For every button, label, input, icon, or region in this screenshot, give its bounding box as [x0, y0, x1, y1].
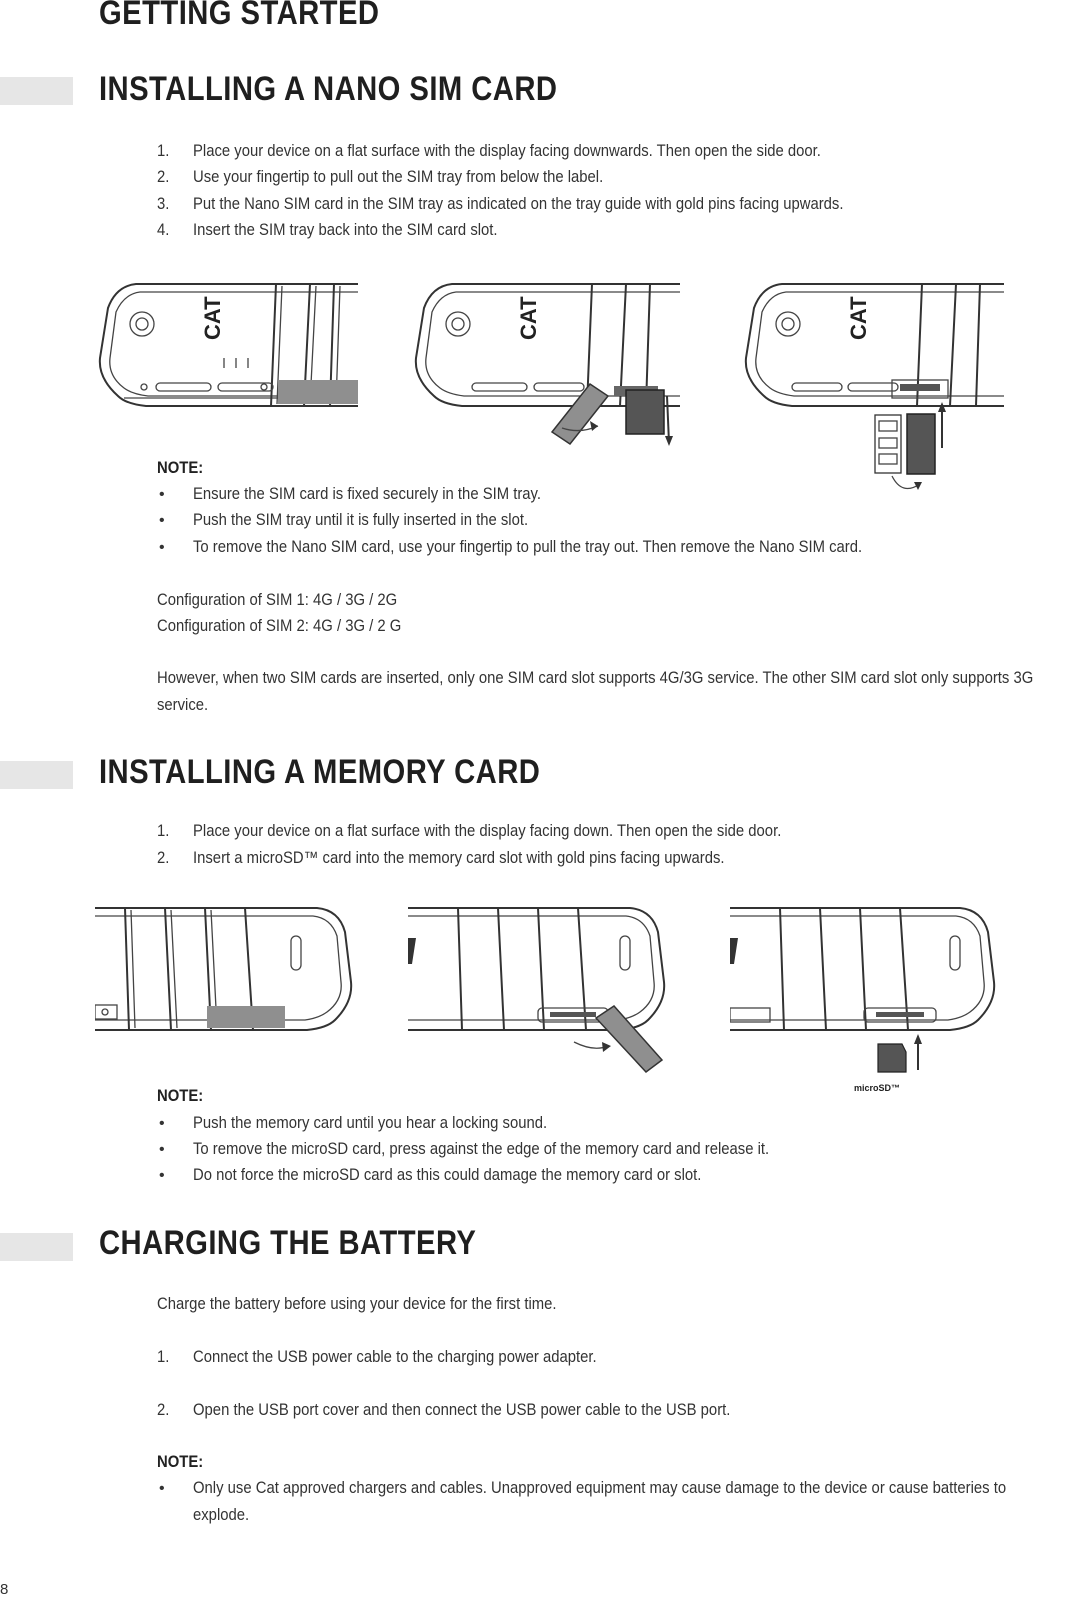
section-marker — [0, 761, 73, 789]
step-text: Put the Nano SIM card in the SIM tray as indicated on the tray guide with gold pins facing upwards. — [193, 195, 844, 213]
sim-illustration-step-3 — [742, 278, 1004, 500]
section-marker — [0, 77, 73, 105]
microsd-card-label: microSD™ — [854, 1083, 901, 1093]
step-text: Connect the USB power cable to the charging power adapter. — [193, 1348, 597, 1366]
note-label: NOTE: — [157, 1087, 204, 1105]
bullet: • — [159, 486, 165, 503]
step-number: 2. — [157, 1401, 170, 1419]
cat-logo: CAT — [200, 296, 225, 340]
bullet: • — [159, 1115, 165, 1132]
cat-logo: CAT — [846, 296, 871, 340]
section-title-memory: INSTALLING A MEMORY CARD — [99, 753, 541, 791]
cat-logo: CAT — [516, 296, 541, 340]
note-item: To remove the microSD card, press against the edge of the memory card and release it. — [193, 1140, 770, 1158]
step-number: 1. — [157, 1348, 170, 1366]
step-number: 1. — [157, 822, 170, 840]
section-title-sim: INSTALLING A NANO SIM CARD — [99, 70, 558, 108]
sim-config-1: Configuration of SIM 1: 4G / 3G / 2G — [157, 591, 398, 609]
step-number: 4. — [157, 221, 170, 239]
step-number: 3. — [157, 195, 170, 213]
step-text: Place your device on a flat surface with the display facing downwards. Then open the side door. — [193, 142, 821, 160]
note-item: Push the SIM tray until it is fully inserted in the slot. — [193, 511, 529, 529]
step-text: Place your device on a flat surface with the display facing down. Then open the side door. — [193, 822, 782, 840]
section-title-battery: CHARGING THE BATTERY — [99, 1224, 477, 1262]
note-item: Push the memory card until you hear a locking sound. — [193, 1114, 548, 1132]
battery-intro: Charge the battery before using your device for the first time. — [157, 1295, 557, 1313]
note-item: To remove the Nano SIM card, use your fingertip to pull the tray out. Then remove the Nano SIM card. — [193, 538, 863, 556]
section-marker — [0, 1233, 73, 1261]
bullet: • — [159, 1167, 165, 1184]
step-text: Use your fingertip to pull out the SIM tray from below the label. — [193, 168, 604, 186]
page-header: GETTING STARTED — [99, 0, 380, 32]
sim-illustration-step-2 — [412, 278, 682, 448]
memory-illustration-step-3 — [730, 902, 1002, 1100]
step-number: 2. — [157, 168, 170, 186]
step-text: Insert a microSD™ card into the memory card slot with gold pins facing upwards. — [193, 849, 725, 867]
bullet: • — [159, 1480, 165, 1497]
step-text: Open the USB port cover and then connect the USB power cable to the USB port. — [193, 1401, 731, 1419]
dual-sim-note: However, when two SIM cards are inserted, only one SIM card slot supports 4G/3G service. The other SIM card slot only supports 3G service. — [157, 669, 1034, 714]
step-text: Insert the SIM tray back into the SIM card slot. — [193, 221, 498, 239]
note-item: Ensure the SIM card is fixed securely in the SIM tray. — [193, 485, 542, 503]
note-item: Only use Cat approved chargers and cables. Unapproved equipment may cause damage to the device or cause batteries to explode. — [193, 1479, 1007, 1524]
page-number: 8 — [0, 1581, 9, 1598]
note-label: NOTE: — [157, 459, 204, 477]
sim-illustration-step-1 — [96, 278, 358, 418]
bullet: • — [159, 539, 165, 556]
step-number: 1. — [157, 142, 170, 160]
memory-illustration-step-2 — [408, 902, 670, 1074]
bullet: • — [159, 1141, 165, 1158]
note-item: Do not force the microSD card as this could damage the memory card or slot. — [193, 1166, 702, 1184]
sim-config-2: Configuration of SIM 2: 4G / 3G / 2 G — [157, 617, 402, 635]
note-label: NOTE: — [157, 1453, 204, 1471]
memory-illustration-step-1 — [95, 902, 357, 1042]
step-number: 2. — [157, 849, 170, 867]
bullet: • — [159, 512, 165, 529]
